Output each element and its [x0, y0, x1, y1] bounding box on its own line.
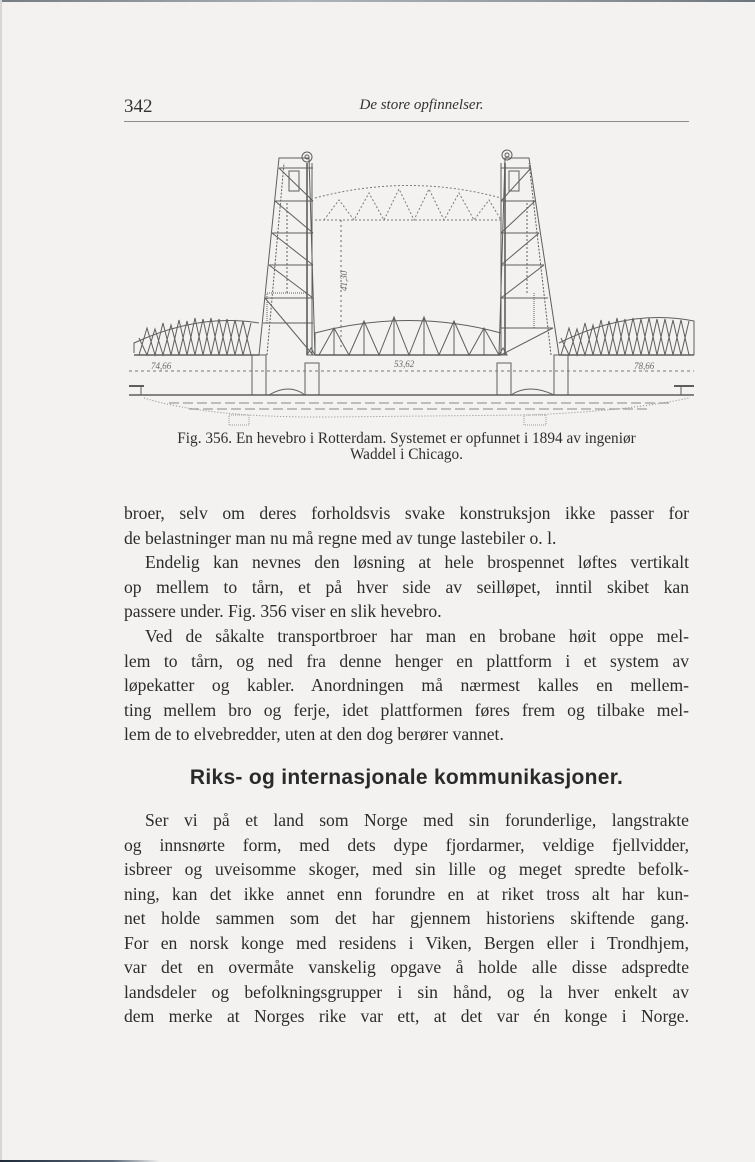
left-tower [259, 152, 315, 355]
raised-span-dotted [315, 186, 501, 349]
figure-caption [124, 431, 689, 463]
running-title: De store opfinnelser. [359, 97, 484, 113]
text-line: ting mellem bro og ferje, idet plattformen føres frem og tilbake mel- [124, 699, 689, 720]
text-line: og innsnørte form, med dets dype fjordarmer, veldige fjellvidder, [124, 834, 689, 855]
lift-bridge-drawing [129, 143, 699, 428]
text-line: Ser vi på et land som Norge med sin forunderlige, langstrakte [145, 810, 689, 830]
caption-line-1: Fig. 356. En hevebro i Rotterdam. Systemet er opfunnet i 1894 av ingeniør [177, 430, 636, 447]
text-line: var det en overmåte vanskelig opgave å holde alle disse adspredte [124, 957, 689, 977]
text-line: Ved de såkalte transportbroer har man en brobane høit oppe mel- [145, 626, 689, 646]
dim-label-center: 53,62 [394, 359, 415, 369]
water-and-ground [129, 386, 694, 425]
figure-lift-bridge [129, 143, 699, 428]
text-line: dem merke at Norges rike var ett, at det var én konge i Norge. [124, 1006, 689, 1026]
paragraph-3 [124, 624, 689, 747]
right-tower [499, 150, 559, 355]
section-heading: Riks- og internasjonale kommunikasjoner. [189, 766, 624, 789]
caption-line-2: Waddel i Chicago. [349, 446, 464, 463]
center-span-truss [315, 317, 501, 355]
text-line: landsdeler og befolkningsgrupper i sin hånd, og la hver enkelt av [124, 981, 689, 1002]
text-line: broer, selv om deres forholdsvis svake konstruksjon ikke passer for [124, 503, 689, 523]
section-paragraph-1 [124, 808, 689, 1029]
paragraph-1 [124, 501, 689, 550]
dim-label-left: 74,66 [151, 361, 172, 371]
text-line: net holde sammen som det har gjennem historiens skiftende gang. [124, 908, 689, 928]
text-line: løpekatter og kabler. Anordningen må nærmest kalles en mellem- [124, 675, 689, 695]
right-approach-truss [559, 317, 694, 355]
dim-label-height: 41,30 [339, 270, 349, 291]
scan-edge-top [0, 0, 755, 2]
text-line: isbreer og uveisomme skoger, med sin lille og meget spredte befolk- [124, 859, 689, 879]
page-number: 342 [124, 96, 153, 117]
paragraph-2 [124, 550, 689, 624]
running-head [124, 96, 689, 122]
text-line: de belastninger man nu må regne med av tunge lastebiler o. l. [124, 527, 557, 548]
text-line: op mellem to tårn, et på hver side av seilløpet, inntil skibet kan [124, 576, 689, 597]
text-line: lem to tårn, og ned fra denne henger en plattform i et system av [124, 650, 689, 671]
text-line: lem de to elvebredder, uten at den dog berører vannet. [124, 724, 504, 744]
left-approach-truss [134, 318, 259, 355]
scan-edge-left [0, 0, 2, 1162]
dim-label-right: 78,66 [634, 361, 655, 371]
text-line: ning, kan det ikke annet enn forundre en at riket tross alt har kun- [124, 883, 689, 904]
header-rule [124, 121, 689, 122]
text-line: For en norsk konge med residens i Viken, Bergen eller i Trondhjem, [124, 932, 689, 953]
text-line: passere under. Fig. 356 viser en slik hevebro. [124, 601, 442, 621]
text-line: Endelig kan nevnes den løsning at hele brospennet løftes vertikalt [145, 552, 689, 572]
